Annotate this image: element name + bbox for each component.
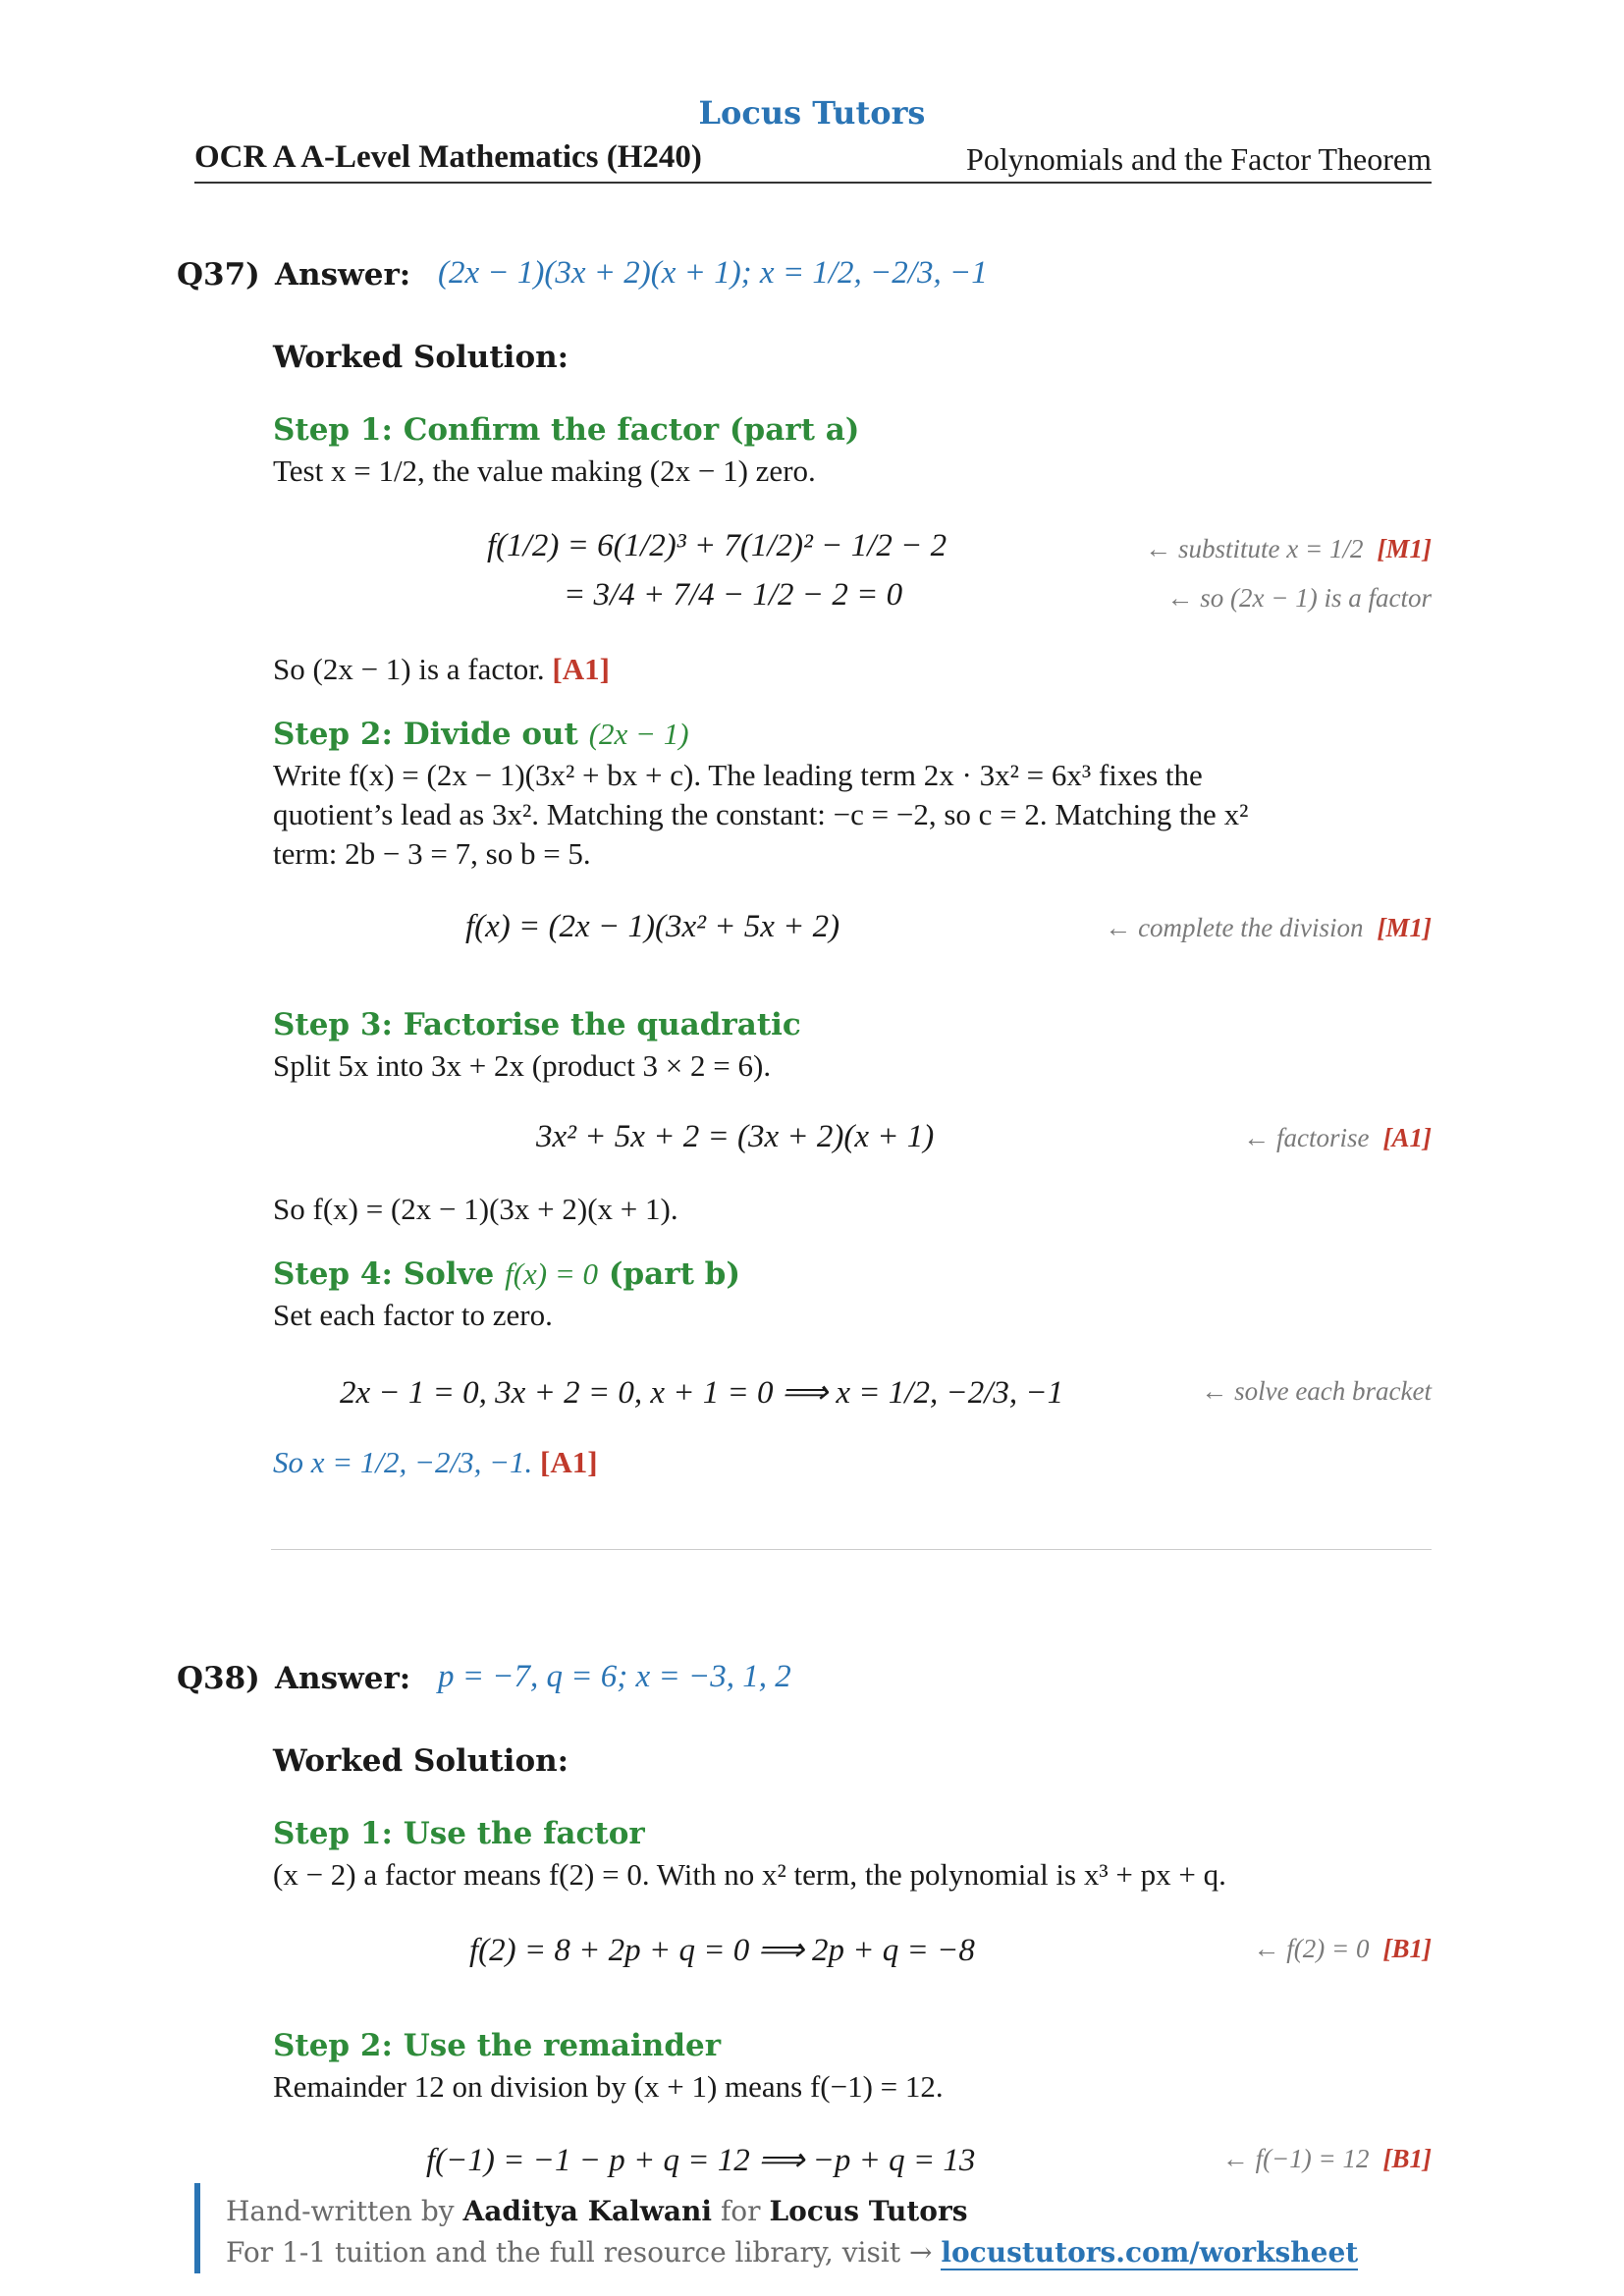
answer-label: Answer: <box>275 257 411 293</box>
mark-badge: [A1] <box>540 1445 598 1479</box>
step-title: Step 1: Use the factor <box>273 1816 645 1851</box>
brand-title: Locus Tutors <box>698 94 926 132</box>
annotation: ← factorise [A1] <box>1243 1123 1432 1152</box>
annotation: ← substitute x = 1/2 [M1] <box>1145 534 1432 563</box>
equation-line: f(x) = (2x − 1)(3x² + 5x + 2) <box>465 909 840 944</box>
step-text: term: 2b − 3 = 7, so b = 5. <box>273 836 591 871</box>
footer-credit: Hand-written by Aaditya Kalwani for Locus Tutors <box>226 2195 968 2227</box>
step-title: Step 3: Factorise the quadratic <box>273 1007 801 1042</box>
equation-line: f(−1) = −1 − p + q = 12 ⟹ −p + q = 13 <box>426 2143 976 2178</box>
step-text: quotient’s lead as 3x². Matching the constant: −c = −2, so c = 2. Matching the x² <box>273 797 1249 831</box>
equation-line: = 3/4 + 7/4 − 1/2 − 2 = 0 <box>564 577 903 613</box>
final-answer: So x = 1/2, −2/3, −1. [A1] <box>273 1445 598 1479</box>
step-title: Step 1: Confirm the factor (part a) <box>273 412 860 448</box>
worked-solution-heading: Worked Solution: <box>273 1743 569 1779</box>
step-text: Split 5x into 3x + 2x (product 3 × 2 = 6). <box>273 1048 772 1083</box>
step-conclusion: So (2x − 1) is a factor. [A1] <box>273 652 610 686</box>
question-number: Q38) <box>177 1661 260 1696</box>
equation-line: f(2) = 8 + 2p + q = 0 ⟹ 2p + q = −8 <box>469 1933 975 1968</box>
annotation: ← f(−1) = 12 [B1] <box>1221 2144 1432 2173</box>
step-text: Remainder 12 on division by (x + 1) means f(−1) = 12. <box>273 2069 944 2104</box>
question-number: Q37) <box>177 257 260 293</box>
annotation: ← f(2) = 0 [B1] <box>1253 1934 1432 1963</box>
annotation: ← complete the division [M1] <box>1105 913 1432 942</box>
header-rule <box>194 182 1432 184</box>
step-title: Step 4: Solve f(x) = 0 (part b) <box>273 1256 741 1292</box>
section-divider <box>271 1549 1432 1550</box>
footer-cta: For 1-1 tuition and the full resource library, visit → locustutors.com/worksheet <box>226 2236 1359 2269</box>
equation-line: f(1/2) = 6(1/2)³ + 7(1/2)² − 1/2 − 2 <box>487 528 947 563</box>
answer-label: Answer: <box>275 1661 411 1696</box>
answer-value: p = −7, q = 6; x = −3, 1, 2 <box>438 1659 791 1694</box>
step-text: Test x = 1/2, the value making (2x − 1) zero. <box>273 454 816 488</box>
equation-line: 2x − 1 = 0, 3x + 2 = 0, x + 1 = 0 ⟹ x = 1/2, −2/3, −1 <box>340 1375 1064 1411</box>
step-text: Write f(x) = (2x − 1)(3x² + bx + c). The leading term 2x · 3x² = 6x³ fixes the <box>273 758 1203 792</box>
annotation: ← solve each bracket <box>1201 1376 1432 1406</box>
course-title: OCR A A-Level Mathematics (H240) <box>194 139 702 175</box>
annotation: ← so (2x − 1) is a factor <box>1166 583 1432 613</box>
step-title: Step 2: Use the remainder <box>273 2028 722 2063</box>
mark-badge: [M1] <box>1377 913 1432 942</box>
topic-title: Polynomials and the Factor Theorem <box>966 141 1432 177</box>
mark-badge: [M1] <box>1377 534 1432 563</box>
mark-badge: [A1] <box>552 652 610 686</box>
equation-line: 3x² + 5x + 2 = (3x + 2)(x + 1) <box>536 1119 935 1154</box>
step-text: Set each factor to zero. <box>273 1298 553 1332</box>
answer-value: (2x − 1)(3x + 2)(x + 1); x = 1/2, −2/3, −1 <box>438 255 988 291</box>
mark-badge: [A1] <box>1382 1123 1432 1152</box>
step-title: Step 2: Divide out (2x − 1) <box>273 717 689 752</box>
step-text: (x − 2) a factor means f(2) = 0. With no x² term, the polynomial is x³ + px + q. <box>273 1857 1226 1892</box>
mark-badge: [B1] <box>1382 1934 1432 1963</box>
mark-badge: [B1] <box>1382 2144 1432 2173</box>
worked-solution-heading: Worked Solution: <box>273 340 569 375</box>
footer-accent-bar <box>194 2183 200 2273</box>
step-conclusion: So f(x) = (2x − 1)(3x + 2)(x + 1). <box>273 1192 678 1226</box>
footer-link[interactable]: locustutors.com/worksheet <box>941 2236 1359 2269</box>
